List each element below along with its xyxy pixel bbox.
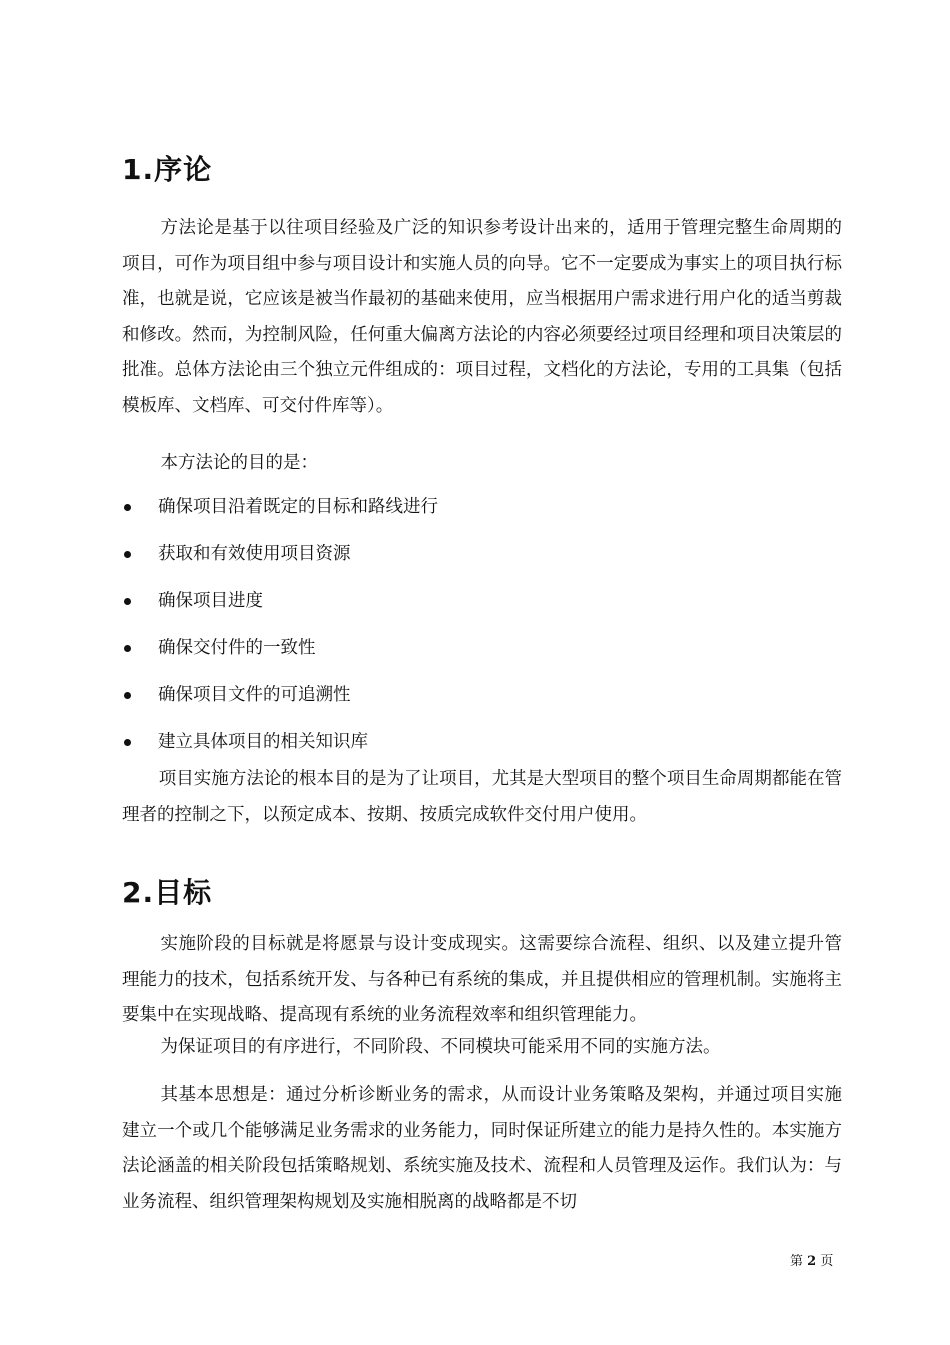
introduction-paragraph: 方法论是基于以往项目经验及广泛的知识参考设计出来的，适用于管理完整生命周期的项目，可作为项目组中参与项目设计和实施人员的向导。它不一定要成为事实上的项目执行标准，也就是说，它应该是被当作最初的基础来使用，应当根据用户需求进行用户化的适当剪裁和修改。然而，为控制风险，任何重大偏离方法论的内容必须要经过项目经理和项目决策层的批准。总体方法论由三个独立元件组成的：项目过程，文档化的方法论，专用的工具集（包括模板库、文档库、可交付件库等）。 [122, 218, 842, 416]
bullet-icon [124, 739, 131, 746]
bullet-icon [124, 692, 131, 699]
list-item [122, 584, 842, 631]
goals-paragraph-3: 其基本思想是：通过分析诊断业务的需求，从而设计业务策略及架构，并通过项目实施建立一个或几个能够满足业务需求的业务能力，同时保证所建立的能力是持久性的。本实施方法论涵盖的相关阶段包括策略规划、系统实施及技术、流程和人员管理及运作。我们认为：与业务流程、组织管理架构规划及实施相脱离的战略都是不切 [122, 1085, 842, 1212]
list-item-text: 建立具体项目的相关知识库 [158, 732, 368, 752]
bullet-icon [124, 598, 131, 605]
list-item-text: 确保项目进度 [158, 591, 263, 611]
list-item-text: 确保项目文件的可追溯性 [158, 685, 351, 705]
purpose-bullet-list [122, 490, 842, 772]
bullet-icon [124, 504, 131, 511]
list-item-text: 确保交付件的一致性 [158, 638, 316, 658]
introduction-closing-paragraph: 项目实施方法论的根本目的是为了让项目，尤其是大型项目的整个项目生命周期都能在管理者的控制之下，以预定成本、按期、按质完成软件交付用户使用。 [122, 769, 842, 825]
list-item [122, 490, 842, 537]
list-item-text: 获取和有效使用项目资源 [158, 544, 351, 564]
bullet-icon [124, 551, 131, 558]
goals-paragraph-1: 实施阶段的目标就是将愿景与设计变成现实。这需要综合流程、组织、以及建立提升管理能力的技术，包括系统开发、与各种已有系统的集成，并且提供相应的管理机制。实施将主要集中在实现战略、提高现有系统的业务流程效率和组织管理能力。 [122, 934, 842, 1025]
page-number: 2 [807, 1254, 817, 1269]
bullet-icon [124, 645, 131, 652]
page-prefix: 第 [790, 1254, 804, 1269]
list-item-text: 确保项目沿着既定的目标和路线进行 [158, 497, 438, 517]
page-number-footer [790, 1250, 833, 1269]
goals-paragraph-2: 为保证项目的有序进行，不同阶段、不同模块可能采用不同的实施方法。 [160, 1037, 721, 1057]
list-item [122, 678, 842, 725]
section-heading-goals: 2.目标 [122, 876, 213, 909]
purpose-intro-text: 本方法论的目的是： [160, 453, 318, 473]
section-heading-introduction: 1.序论 [122, 153, 213, 186]
list-item [122, 631, 842, 678]
page-suffix: 页 [820, 1254, 834, 1269]
list-item [122, 537, 842, 584]
